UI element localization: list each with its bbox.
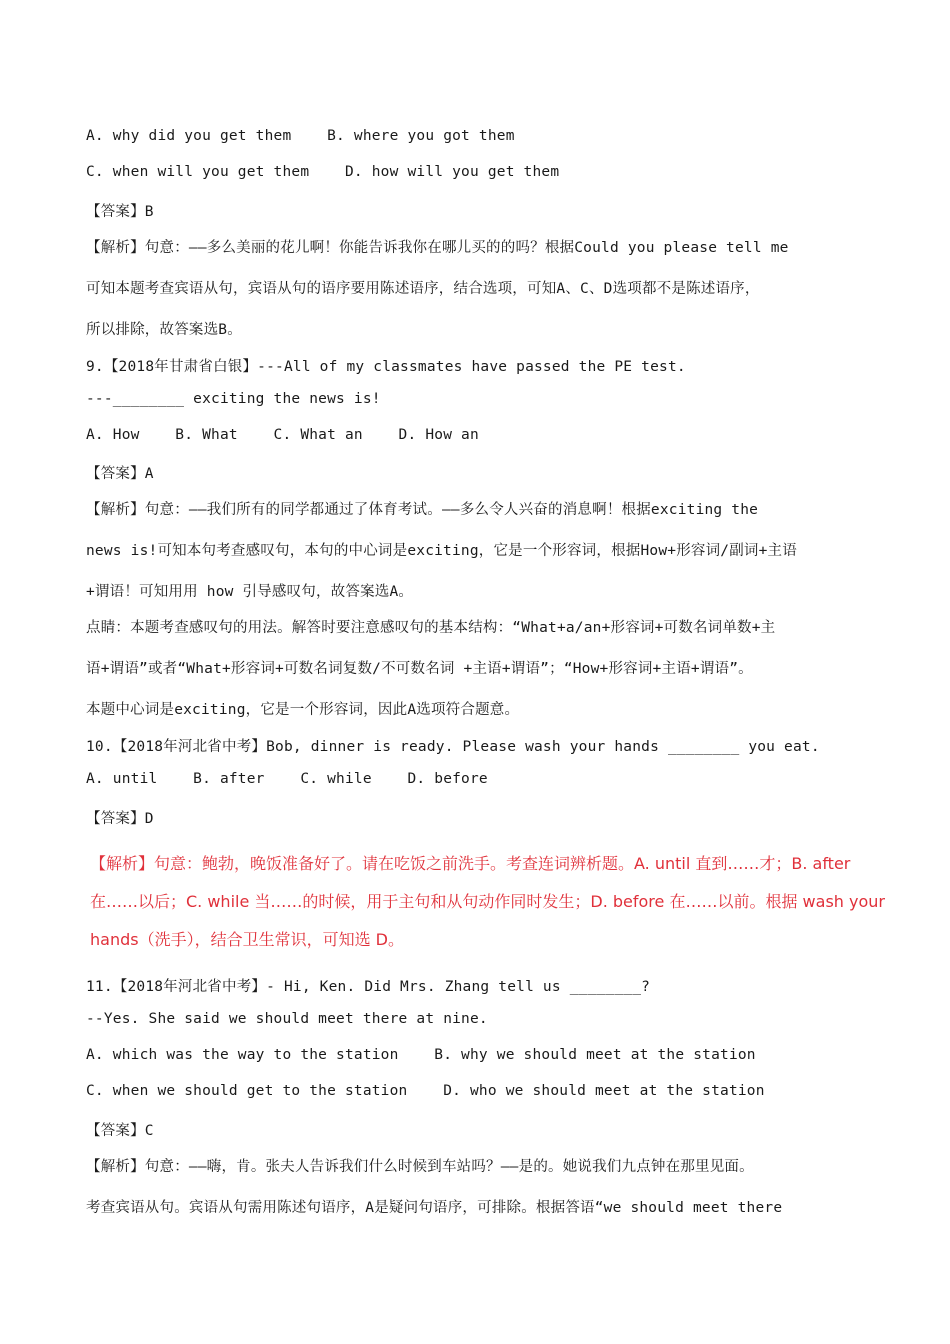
q8-options-cd: C. when will you get them D. how will you get them bbox=[86, 164, 560, 180]
q11-stem-line-1: 11.【2018年河北省中考】- Hi, Ken. Did Mrs. Zhang tell us ________? bbox=[86, 979, 651, 995]
q9-analysis-line-2: news is!可知本句考查感叹句，本句的中心词是exciting，它是一个形容词，根据How+形容词/副词+主语 bbox=[86, 543, 797, 559]
q9-answer: 【答案】A bbox=[86, 466, 154, 482]
q10-options: A. until B. after C. while D. before bbox=[86, 771, 488, 787]
q11-answer: 【答案】C bbox=[86, 1123, 154, 1139]
q9-analysis-line-1: 【解析】句意：——我们所有的同学都通过了体育考试。——多么令人兴奋的消息啊！根据exciting the bbox=[86, 502, 759, 518]
q11-analysis-line-1: 【解析】句意：——嗨，肯。张夫人告诉我们什么时候到车站吗？——是的。她说我们九点钟在那里见面。 bbox=[86, 1159, 754, 1175]
q8-analysis-line-1: 【解析】句意：——多么美丽的花儿啊！你能告诉我你在哪儿买的的吗？根据Could you please tell me bbox=[86, 240, 789, 256]
q10-analysis-line-2: 在……以后；C. while 当……的时候，用于主句和从句动作同时发生；D. before 在……以前。根据 wash your bbox=[90, 892, 885, 911]
q8-analysis-line-3: 所以排除，故答案选B。 bbox=[86, 322, 242, 338]
q10-analysis-line-1: 【解析】句意：鲍勃，晚饭准备好了。请在吃饭之前洗手。考查连词辨析题。A. until 直到……才；B. after bbox=[90, 854, 851, 873]
q9-stem-line-1: 9.【2018年甘肃省白银】---All of my classmates have passed the PE test. bbox=[86, 359, 686, 375]
q9-note-line-3: 本题中心词是exciting，它是一个形容词，因此A选项符合题意。 bbox=[86, 702, 520, 718]
q10-analysis-line-3: hands（洗手），结合卫生常识，可知选 D。 bbox=[90, 930, 404, 949]
q9-note-line-2: 语+谓语”或者“What+形容词+可数名词复数/不可数名词 +主语+谓语”；“How+形容词+主语+谓语”。 bbox=[86, 661, 753, 677]
q9-analysis-line-3: +谓语！可知用用 how 引导感叹句，故答案选A。 bbox=[86, 584, 414, 600]
q9-options: A. How B. What C. What an D. How an bbox=[86, 427, 479, 443]
q9-stem-line-2: ---________ exciting the news is! bbox=[86, 391, 381, 407]
q11-options-ab: A. which was the way to the station B. why we should meet at the station bbox=[86, 1047, 756, 1063]
q8-analysis-line-2: 可知本题考查宾语从句，宾语从句的语序要用陈述语序，结合选项，可知A、C、D选项都不是陈述语序， bbox=[86, 281, 760, 297]
q11-analysis-line-2: 考查宾语从句。宾语从句需用陈述句语序，A是疑问句语序，可排除。根据答语“we should meet there bbox=[86, 1200, 783, 1216]
q8-answer: 【答案】B bbox=[86, 204, 154, 220]
q10-answer: 【答案】D bbox=[86, 811, 154, 827]
q8-options-ab: A. why did you get them B. where you got them bbox=[86, 128, 515, 144]
q11-options-cd: C. when we should get to the station D. who we should meet at the station bbox=[86, 1083, 765, 1099]
q10-stem: 10.【2018年河北省中考】Bob, dinner is ready. Please wash your hands ________ you eat. bbox=[86, 739, 820, 755]
q9-note-line-1: 点睛：本题考查感叹句的用法。解答时要注意感叹句的基本结构：“What+a/an+形容词+可数名词单数+主 bbox=[86, 620, 776, 636]
q11-stem-line-2: --Yes. She said we should meet there at nine. bbox=[86, 1011, 488, 1027]
